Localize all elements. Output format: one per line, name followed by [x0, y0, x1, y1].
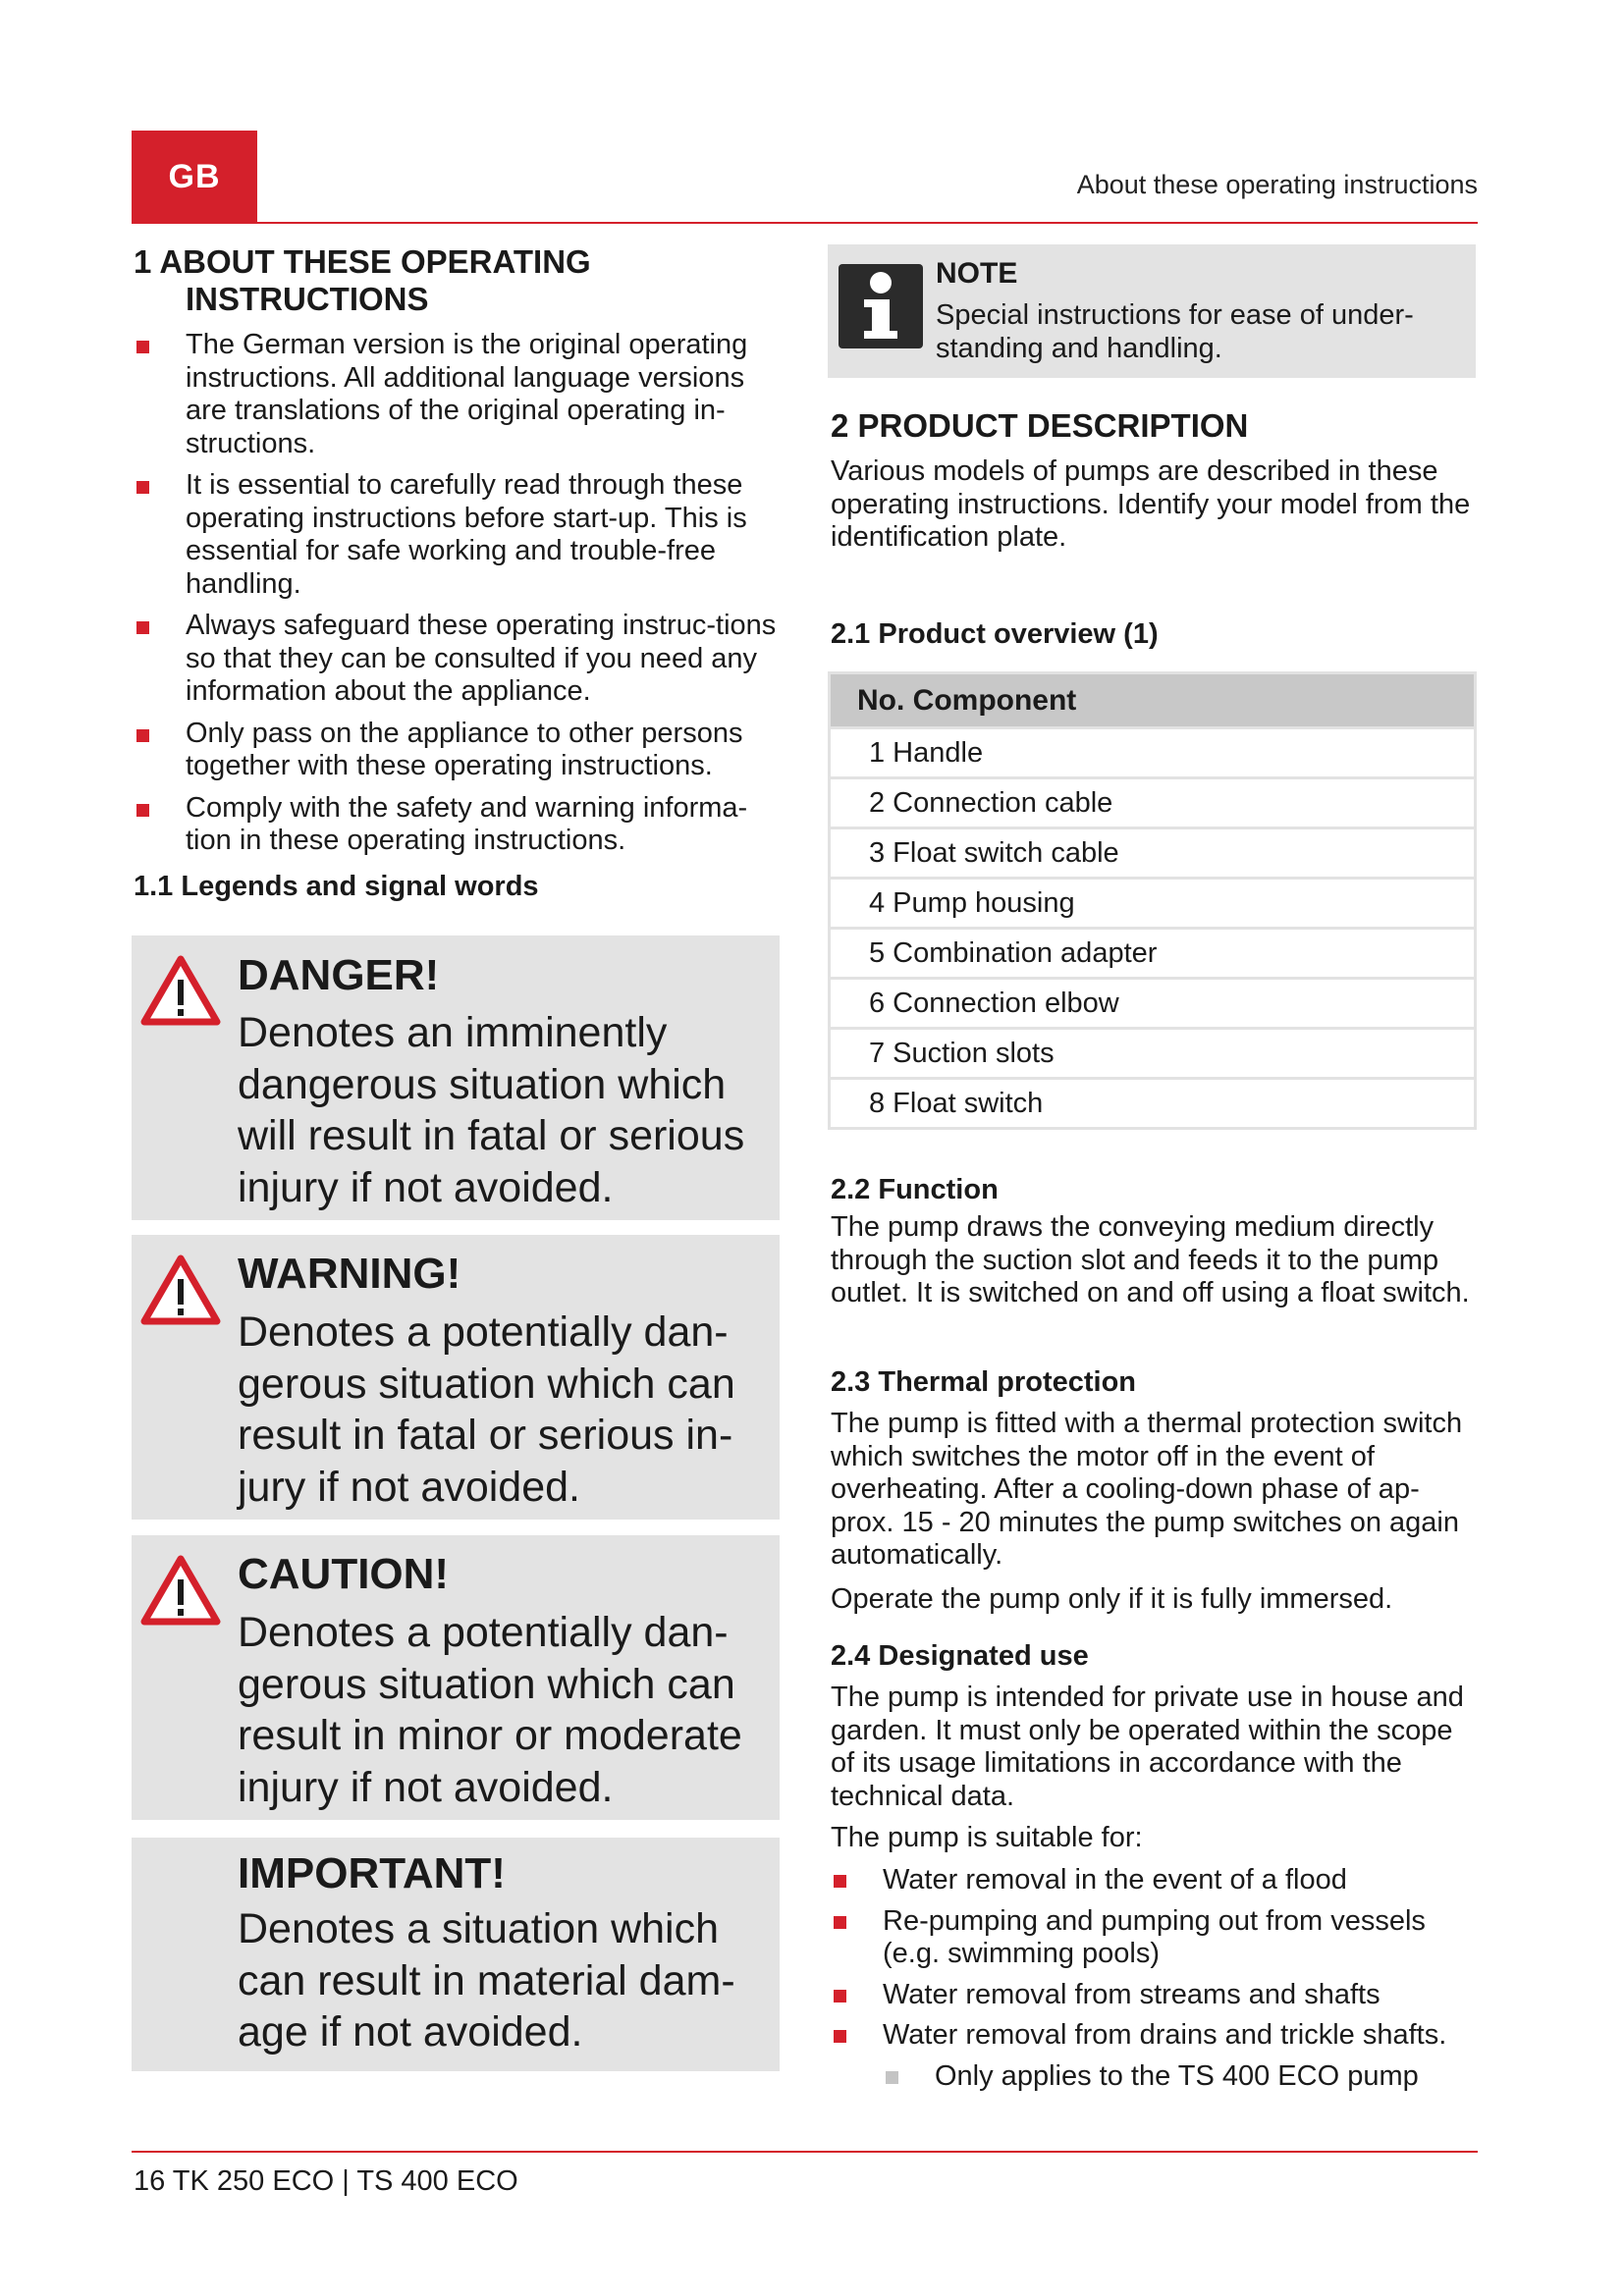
component-table	[828, 671, 1477, 1130]
caution-text: Denotes a potentially dan-gerous situation which can result in minor or moderate injury if not avoided.	[238, 1609, 742, 1811]
note-text: Special instructions for ease of under-standing and handling.	[936, 299, 1414, 364]
table-header: No. Component	[830, 673, 1476, 728]
table-row	[830, 929, 1476, 979]
table-cell: 2 Connection cable	[830, 778, 1476, 828]
language-tab: GB	[132, 131, 257, 224]
info-icon	[839, 264, 923, 348]
suitable-list	[831, 1864, 1479, 2101]
warning-box	[132, 1235, 780, 1520]
caution-heading: CAUTION!	[238, 1550, 450, 1598]
section-2-intro: Various models of pumps are described in these operating instructions. Identify your model from the identification plate.	[831, 455, 1471, 553]
list-item: Comply with the safety and warning informa-tion in these operating instructions.	[134, 792, 782, 858]
table-cell: 1 Handle	[830, 728, 1476, 778]
list-item-note: Only applies to the TS 400 ECO pump	[831, 2060, 1479, 2094]
table-row	[830, 728, 1476, 778]
caution-box	[132, 1535, 780, 1820]
section-1-bullets	[134, 329, 782, 858]
warning-triangle-icon	[139, 1553, 222, 1628]
important-box	[132, 1838, 780, 2071]
table-cell: 8 Float switch	[830, 1079, 1476, 1129]
footer-divider	[132, 2151, 1478, 2153]
warning-text: Denotes a potentially dan-gerous situation which can result in fatal or serious in-jury if not avoided.	[238, 1308, 735, 1511]
page-footer: 16 TK 250 ECO | TS 400 ECO	[134, 2165, 518, 2197]
note-box	[828, 244, 1476, 378]
header-divider	[132, 222, 1478, 224]
table-row	[830, 879, 1476, 929]
section-1	[134, 243, 782, 903]
table-header-row	[830, 673, 1476, 728]
danger-text: Denotes an imminently dangerous situation which will result in fatal or serious injury if not avoided.	[238, 1009, 745, 1211]
section-2-title: 2 PRODUCT DESCRIPTION	[831, 407, 1249, 444]
list-item: The German version is the original operating instructions. All additional language versions are translations of the original operating in-structions.	[134, 329, 782, 460]
legends-title: 1.1 Legends and signal words	[134, 870, 539, 902]
thermal-title: 2.3 Thermal protection	[831, 1366, 1137, 1398]
section-1-title-line2: INSTRUCTIONS	[186, 281, 429, 317]
danger-heading: DANGER!	[238, 951, 440, 999]
table-cell: 5 Combination adapter	[830, 929, 1476, 979]
list-item: Water removal in the event of a flood	[831, 1864, 1479, 1897]
warning-triangle-icon	[139, 1253, 222, 1327]
table-cell: 6 Connection elbow	[830, 979, 1476, 1029]
table-row	[830, 778, 1476, 828]
warning-triangle-icon	[139, 953, 222, 1028]
thermal-text-2: Operate the pump only if it is fully immersed.	[831, 1583, 1393, 1615]
list-item: Water removal from streams and shafts	[831, 1979, 1479, 2012]
use-text: The pump is intended for private use in house and garden. It must only be operated within the scope of its usage limitations in accordance with the technical data.	[831, 1682, 1464, 1812]
use-title: 2.4 Designated use	[831, 1640, 1089, 1672]
section-1-title	[134, 243, 782, 318]
list-item: Always safeguard these operating instruc-tions so that they can be consulted if you need any information about the appliance.	[134, 610, 782, 709]
table-row	[830, 1079, 1476, 1129]
table-row	[830, 979, 1476, 1029]
list-item: Only pass on the appliance to other persons together with these operating instructions.	[134, 718, 782, 783]
danger-box	[132, 935, 780, 1220]
thermal-text: The pump is fitted with a thermal protection switch which switches the motor off in the event of overheating. After a cooling-down phase of ap-prox. 15 - 20 minutes the pump switches on again automatically.	[831, 1408, 1463, 1571]
function-title: 2.2 Function	[831, 1174, 999, 1205]
table-cell: 4 Pump housing	[830, 879, 1476, 929]
section-1-title-line1: ABOUT THESE OPERATING	[159, 243, 591, 280]
section-1-number: 1	[134, 243, 152, 280]
list-item: It is essential to carefully read through these operating instructions before start-up. This is essential for safe working and trouble-free handling.	[134, 469, 782, 601]
running-header: About these operating instructions	[1076, 170, 1478, 199]
note-heading: NOTE	[936, 257, 1018, 290]
suitable-intro: The pump is suitable for:	[831, 1822, 1143, 1853]
list-item: Re-pumping and pumping out from vessels (e.g. swimming pools)	[831, 1905, 1479, 1971]
overview-title: 2.1 Product overview (1)	[831, 618, 1159, 650]
table-cell: 3 Float switch cable	[830, 828, 1476, 879]
table-row	[830, 1029, 1476, 1079]
warning-heading: WARNING!	[238, 1250, 461, 1298]
important-heading: IMPORTANT!	[238, 1849, 506, 1897]
table-row	[830, 828, 1476, 879]
table-cell: 7 Suction slots	[830, 1029, 1476, 1079]
list-item: Water removal from drains and trickle shafts.	[831, 2019, 1479, 2053]
important-text: Denotes a situation which can result in material dam-age if not avoided.	[238, 1905, 735, 2056]
function-text: The pump draws the conveying medium directly through the suction slot and feeds it to the pump outlet. It is switched on and off using a float switch.	[831, 1211, 1470, 1308]
